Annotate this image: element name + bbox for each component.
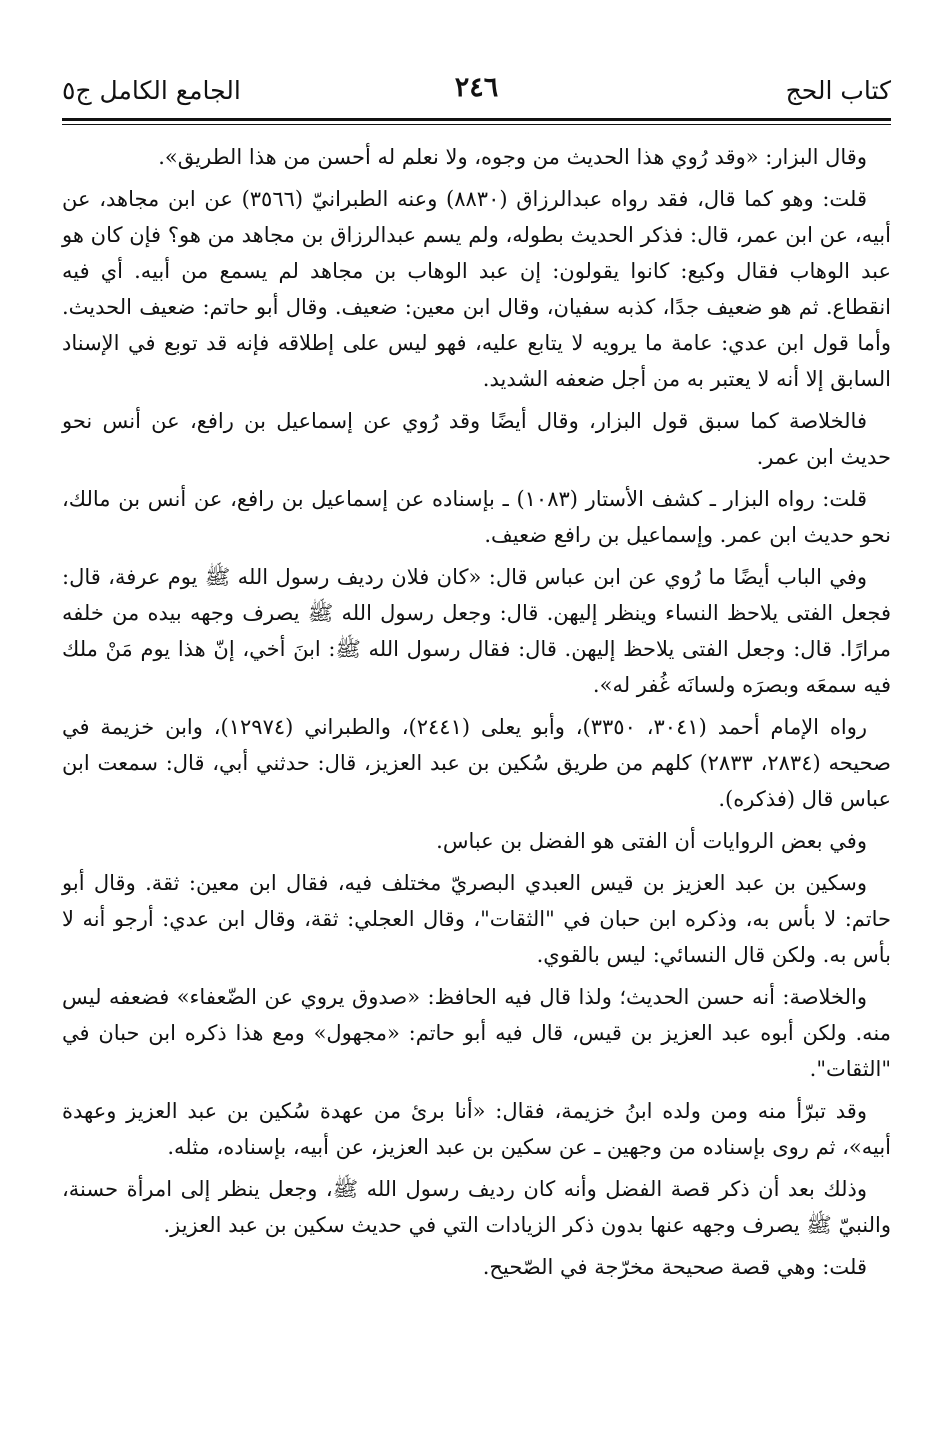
paragraph: وسكين بن عبد العزيز بن قيس العبدي البصريّ مختلف فيه، فقال ابن معين: ثقة. وقال أبو حاتم: لا بأس به، وذكره ابن حبان في "الثقات"، وقال العجلي: ثقة، وقال ابن عدي: أرجو أنه لا بأس به. ولكن قال النسائي: ليس بالقوي. (62, 871, 891, 967)
paragraph: فالخلاصة كما سبق قول البزار، وقال أيضًا وقد رُوي عن إسماعيل بن رافع، عن أنس نحو حديث ابن عمر. (62, 409, 891, 469)
paragraph: والخلاصة: أنه حسن الحديث؛ ولذا قال فيه الحافظ: «صدوق يروي عن الضّعفاء» فضعفه ليس منه. ولكن أبوه عبد العزيز بن قيس، قال فيه أبو حاتم: «مجهول» ومع هذا ذكره ابن حبان في "الثقات". (62, 985, 891, 1081)
paragraph: قلت: وهو كما قال، فقد رواه عبدالرزاق (٨٨٣٠) وعنه الطبرانيّ (٣٥٦٦) عن ابن مجاهد، عن أبيه، عن ابن عمر، قال: فذكر الحديث بطوله، ولم يسم عبدالرزاق بن مجاهد من هو؟ فإن كان هو عبد الوهاب فقال وكيع: كانوا يقولون: إن عبد الوهاب بن مجاهد لم يسمع من أبيه. أي فيه انقطاع. ثم هو ضعيف جدًا، كذبه سفيان، وقال ابن معين: ضعيف. وقال أبو حاتم: ضعيف الحديث. وأما قول ابن عدي: عامة ما يرويه لا يتابع عليه، فهو ليس على إطلاقه فإنه قد توبع في الإسناد السابق إلا أنه لا يعتبر به من أجل ضعفه الشديد. (62, 187, 891, 391)
volume-title: الجامع الكامل ج٥ (62, 76, 241, 105)
document-page (0, 62, 939, 1435)
book-title: كتاب الحج (785, 76, 891, 105)
paragraph: وفي بعض الروايات أن الفتى هو الفضل بن عباس. (436, 829, 867, 853)
paragraph: وذلك بعد أن ذكر قصة الفضل وأنه كان رديف رسول الله ﷺ، وجعل ينظر إلى امرأة حسنة، والنبيّ ﷺ يصرف وجهه عنها بدون ذكر الزيادات التي في حديث سكين بن عبد العزيز. (62, 1177, 891, 1237)
header-rule-thin (62, 124, 891, 125)
page-body (62, 139, 891, 1285)
paragraph: قلت: وهي قصة صحيحة مخرّجة في الصّحيح. (482, 1255, 867, 1279)
paragraph: رواه الإمام أحمد (٣٠٤١، ٣٣٥٠)، وأبو يعلى (٢٤٤١)، والطبراني (١٢٩٧٤)، وابن خزيمة في صحيحه (٢٨٣٤، ٢٨٣٣) كلهم من طريق سُكين بن عبد العزيز، قال: حدثني أبي، قال: سمعت ابن عباس قال (فذكره). (62, 715, 892, 811)
paragraph: وفي الباب أيضًا ما رُوي عن ابن عباس قال: «كان فلان رديف رسول الله ﷺ يوم عرفة، قال: فجعل الفتى يلاحظ النساء وينظر إليهن. قال: وجعل رسول الله ﷺ يصرف وجهه بيده من خلفه مرارًا. قال: وجعل الفتى يلاحظ إليهن. قال: فقال رسول الله ﷺ: ابنَ أخي، إنّ هذا يوم مَنْ ملك فيه سمعَه وبصرَه ولسانَه غُفر له». (62, 565, 891, 697)
paragraph: قلت: رواه البزار ـ كشف الأستار (١٠٨٣) ـ بإسناده عن إسماعيل بن رافع، عن أنس بن مالك، نحو حديث ابن عمر. وإسماعيل بن رافع ضعيف. (62, 487, 891, 547)
header-rule-thick (62, 118, 891, 121)
paragraph: وقال البزار: «وقد رُوي هذا الحديث من وجوه، ولا نعلم له أحسن من هذا الطريق». (158, 145, 867, 169)
page-number: ٢٤٦ (454, 72, 499, 103)
paragraph: وقد تبرّأ منه ومن ولده ابنُ خزيمة، فقال: «أنا برئ من عهدة سُكين بن عبد العزيز وعهدة أبيه»، ثم روى بإسناده من وجهين ـ عن سكين بن عبد العزيز، عن أبيه، بإسناده، مثله. (62, 1099, 891, 1159)
page-header (62, 62, 891, 118)
